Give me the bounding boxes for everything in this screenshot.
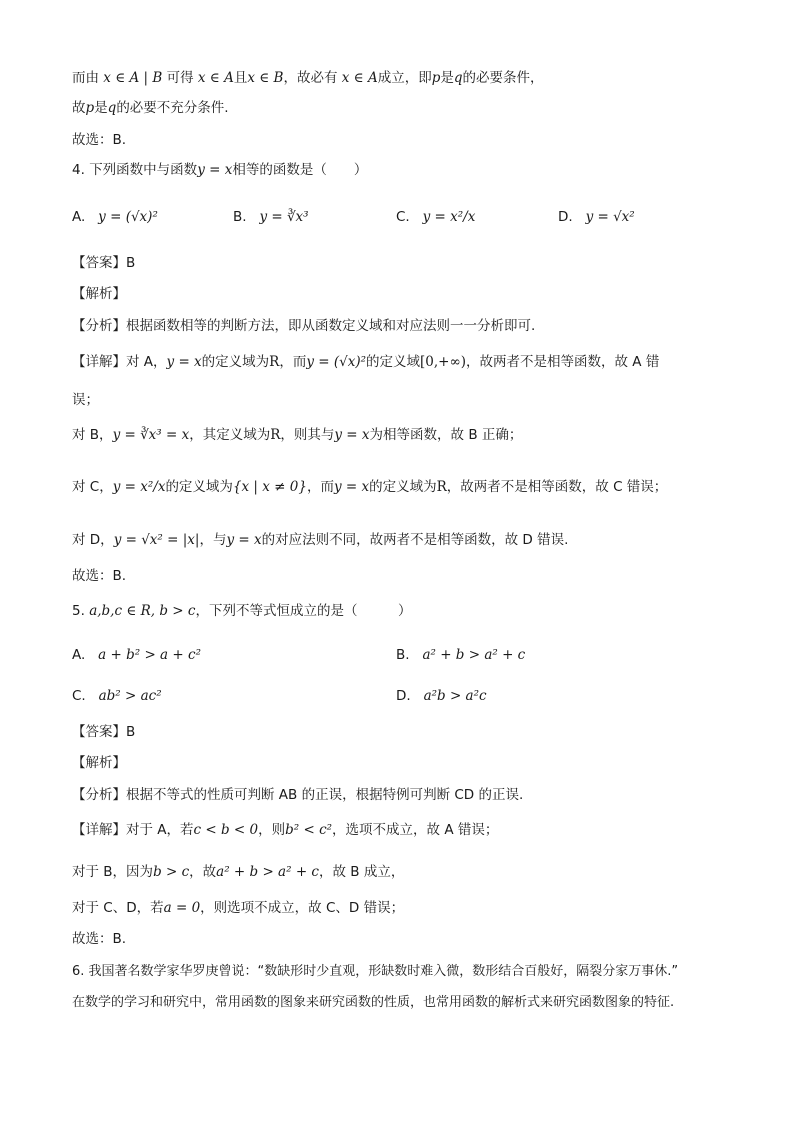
text: 对于 C、D，若 [72, 900, 164, 916]
text: 相等的函数是（ ） [232, 162, 368, 178]
math: b > c [153, 864, 190, 880]
option-expression: y = (√x)² [98, 209, 158, 225]
analysis-5: 【分析】根据不等式的性质可判断 AB 的正误，根据特例可判断 CD 的正误. [72, 787, 524, 803]
text: ，故 [189, 864, 217, 880]
question-6-line-1: 6. 我国著名数学家华罗庚曾说：“数缺形时少直观，形缺数时难入微，数形结合百般好，隔裂分家万事休.” [72, 964, 679, 979]
math: y = ∛x³ = x [112, 427, 190, 443]
math: y = √x² = |x| [113, 532, 200, 548]
math: y = x [226, 532, 262, 548]
math: p [85, 100, 95, 116]
text: 对 D， [72, 532, 114, 548]
math: R [269, 354, 280, 370]
math: q [453, 70, 463, 86]
math: x ∈ A | B [103, 70, 163, 86]
option-label: A. [72, 209, 86, 225]
math: y = x [334, 427, 370, 443]
text: 对 C， [72, 479, 113, 495]
math: y = x²/x [112, 479, 166, 495]
math: p [431, 70, 441, 86]
analysis-4: 【分析】根据函数相等的判断方法，即从函数定义域和对应法则一一分析即可. [72, 318, 536, 334]
math: q [107, 100, 117, 116]
option-label: C. [396, 209, 410, 225]
option-label: B. [396, 647, 410, 663]
q5-option-b [396, 645, 525, 665]
text: 的必要条件， [462, 70, 544, 86]
text: 的必要不充分条件. [116, 100, 229, 116]
question-number: 5. [72, 603, 85, 619]
math: R [270, 427, 281, 443]
question-number: 4. [72, 162, 85, 178]
detail-5c [72, 898, 404, 918]
choose-line-4: 故选：B. [72, 568, 127, 584]
text: ，故必有 [283, 70, 338, 86]
math: a,b,c ∈ R, b > c [89, 603, 196, 619]
choose-line: 故选：B. [72, 132, 127, 148]
q4-option-c [396, 207, 475, 227]
text: 的定义域为 [201, 354, 270, 370]
math: y = x [333, 479, 370, 495]
q4-option-a [72, 207, 158, 227]
detail-5b [72, 862, 404, 882]
text: ，其定义域为 [189, 427, 271, 443]
math: R [436, 479, 447, 495]
question-6-line-2: 在数学的学习和研究中，常用函数的图象来研究函数的性质，也常用函数的解析式来研究函数图象的特征. [72, 995, 675, 1010]
text: 是 [440, 70, 454, 86]
answer-4: 【答案】B [72, 255, 136, 271]
text: 【详解】对 A， [72, 354, 167, 370]
option-expression: a²b > a²c [423, 688, 487, 704]
text: ，故两者不是相等函数，故 A 错 [466, 354, 660, 370]
q4-option-d [558, 207, 635, 227]
text: 故 [72, 100, 86, 116]
option-expression: y = √x² [585, 209, 635, 225]
math: [0,+∞) [420, 354, 467, 370]
detail-4d [72, 530, 568, 550]
text: 对 B， [72, 427, 113, 443]
option-label: A. [72, 647, 86, 663]
text: 且 [233, 70, 248, 86]
option-label: C. [72, 688, 86, 704]
math: x ∈ B [247, 70, 284, 86]
text: ，故两者不是相等函数，故 C 错误； [446, 479, 668, 495]
text-line-2 [72, 98, 229, 118]
question-5 [72, 601, 411, 621]
math: y = x [197, 162, 233, 178]
text: ，下列不等式恒成立的是（ ） [195, 603, 412, 619]
option-expression: ab² > ac² [98, 688, 162, 704]
option-expression: y = ∛x³ [259, 209, 309, 225]
text-line-1 [72, 68, 544, 88]
math: a = 0 [163, 900, 201, 916]
text: 而由 [72, 70, 99, 86]
text: ，则选项不成立，故 C、D 错误； [200, 900, 405, 916]
option-expression: y = x²/x [422, 209, 476, 225]
math: x ∈ A [341, 70, 378, 86]
text: 下列函数中与函数 [89, 162, 198, 178]
math: {x | x ≠ 0} [232, 479, 307, 495]
text: 的定义域为 [165, 479, 233, 495]
q5-option-a [72, 645, 201, 665]
choose-line-5: 故选：B. [72, 931, 127, 947]
text: ，与 [199, 532, 227, 548]
text: 的定义域 [366, 354, 421, 370]
detail-4a-cont: 误； [72, 392, 99, 408]
q5-option-c [72, 686, 162, 706]
text: ，而 [306, 479, 334, 495]
text: 的对应法则不同，故两者不是相等函数，故 D 错误. [261, 532, 569, 548]
text: 对于 B，因为 [72, 864, 154, 880]
option-label: D. [396, 688, 411, 704]
detail-4c [72, 477, 667, 497]
math: c < b < 0 [193, 822, 259, 838]
text: ，而 [279, 354, 307, 370]
text: ，则 [258, 822, 286, 838]
math: x ∈ A [197, 70, 234, 86]
text: ，故 B 成立， [318, 864, 405, 880]
option-label: B. [233, 209, 247, 225]
text: 【详解】对于 A，若 [72, 822, 194, 838]
analysis-heading-4: 【解析】 [72, 286, 126, 302]
analysis-heading-5: 【解析】 [72, 755, 126, 771]
text: ，选项不成立，故 A 错误； [332, 822, 499, 838]
text: 是 [94, 100, 108, 116]
option-expression: a + b² > a + c² [98, 647, 201, 663]
text: ，则其与 [280, 427, 335, 443]
detail-4b [72, 425, 522, 445]
text: 可得 [166, 70, 194, 86]
math: y = x [166, 354, 202, 370]
detail-4a [72, 352, 659, 372]
option-label: D. [558, 209, 573, 225]
detail-5a [72, 820, 498, 840]
answer-5: 【答案】B [72, 724, 136, 740]
q4-option-b [233, 207, 309, 227]
math: b² < c² [285, 822, 333, 838]
text: 的定义域为 [369, 479, 437, 495]
question-4 [72, 160, 367, 180]
text: 成立，即 [377, 70, 432, 86]
math: a² + b > a² + c [216, 864, 319, 880]
q5-option-d [396, 686, 487, 706]
math: y = (√x)² [306, 354, 367, 370]
text: 为相等函数，故 B 正确； [369, 427, 523, 443]
option-expression: a² + b > a² + c [422, 647, 526, 663]
